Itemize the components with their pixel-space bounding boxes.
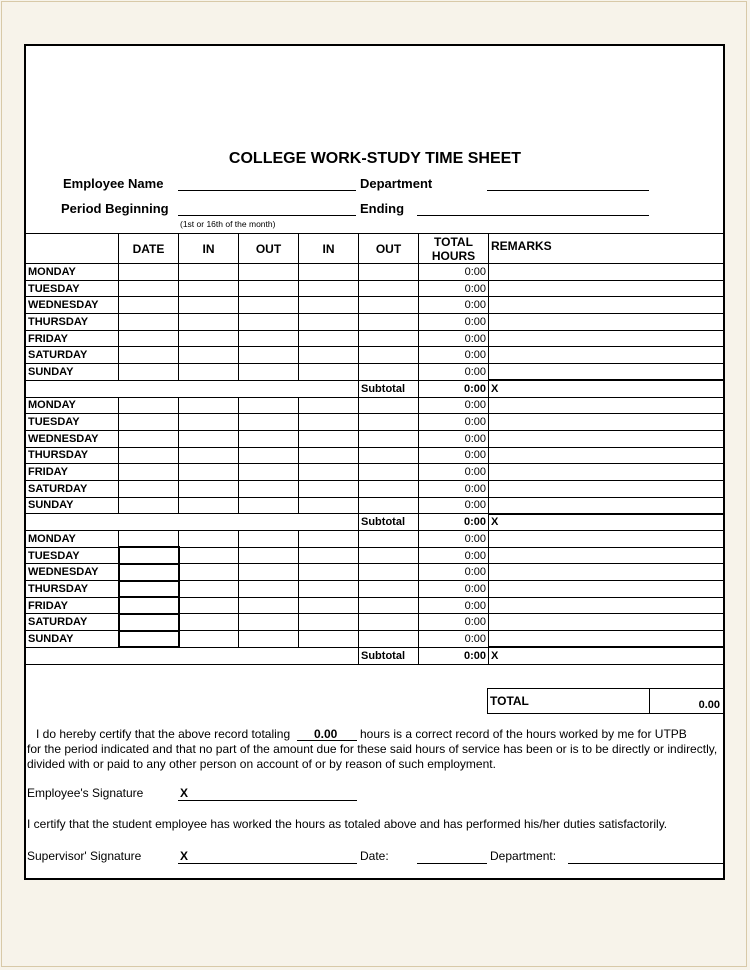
row-total-hours: 0:00	[419, 414, 489, 431]
day-label: SATURDAY	[26, 347, 119, 364]
table-row	[26, 480, 725, 497]
table-row	[26, 631, 725, 648]
subtotal-row	[26, 380, 725, 397]
subtotal-x-mark: X	[489, 380, 725, 397]
day-label: SATURDAY	[26, 480, 119, 497]
time-cell[interactable]	[299, 531, 359, 548]
time-cell[interactable]	[179, 397, 239, 414]
remarks-cell[interactable]	[489, 597, 725, 614]
row-total-hours: 0:00	[419, 264, 489, 281]
table-row	[26, 564, 725, 581]
time-cell[interactable]	[119, 414, 179, 431]
ending-label: Ending	[360, 201, 405, 216]
period-hint: (1st or 16th of the month)	[180, 219, 276, 229]
time-cell[interactable]	[179, 364, 239, 381]
employee-name-field[interactable]	[178, 190, 356, 191]
time-cell[interactable]	[179, 464, 239, 481]
time-cell[interactable]	[359, 547, 419, 564]
remarks-cell[interactable]	[489, 280, 725, 297]
time-cell[interactable]	[239, 280, 299, 297]
table-row	[26, 581, 725, 598]
remarks-cell[interactable]	[489, 397, 725, 414]
remarks-cell[interactable]	[489, 614, 725, 631]
supervisor-signature-x: X	[180, 849, 189, 863]
time-cell[interactable]	[239, 430, 299, 447]
time-cell[interactable]	[359, 264, 419, 281]
period-beginning-field[interactable]	[178, 215, 356, 216]
remarks-cell[interactable]	[489, 547, 725, 564]
employee-signature-label: Employee's Signature	[27, 786, 144, 800]
subtotal-value: 0:00	[419, 380, 489, 397]
time-cell[interactable]	[239, 547, 299, 564]
remarks-cell[interactable]	[489, 264, 725, 281]
time-cell[interactable]	[179, 531, 239, 548]
time-cell[interactable]	[299, 430, 359, 447]
time-cell[interactable]	[239, 631, 299, 648]
remarks-cell[interactable]	[489, 414, 725, 431]
time-cell[interactable]	[359, 314, 419, 331]
table-row	[26, 397, 725, 414]
certify-total-value: 0.00	[314, 727, 338, 741]
time-cell[interactable]	[179, 430, 239, 447]
table-row	[26, 497, 725, 514]
time-cell[interactable]	[119, 314, 179, 331]
row-total-hours: 0:00	[419, 364, 489, 381]
time-cell[interactable]	[179, 597, 239, 614]
time-cell[interactable]	[179, 330, 239, 347]
certify-line1-pre: I do hereby certify that the above record totaling	[36, 727, 291, 741]
remarks-cell[interactable]	[489, 430, 725, 447]
supervisor-statement: I certify that the student employee has worked the hours as totaled above and has performed his/her duties satisfactorily.	[27, 817, 668, 831]
time-cell[interactable]	[299, 614, 359, 631]
table-row	[26, 414, 725, 431]
table-row	[26, 330, 725, 347]
time-cell[interactable]	[359, 581, 419, 598]
department-label: Department	[360, 176, 433, 191]
supervisor-signature-label: Supervisor' Signature	[27, 849, 142, 863]
time-cell[interactable]	[359, 447, 419, 464]
row-total-hours: 0:00	[419, 531, 489, 548]
day-label: THURSDAY	[26, 314, 119, 331]
subtotal-value: 0:00	[419, 514, 489, 531]
table-row	[26, 531, 725, 548]
day-label: MONDAY	[26, 264, 119, 281]
row-total-hours: 0:00	[419, 430, 489, 447]
time-cell[interactable]	[179, 480, 239, 497]
day-label: WEDNESDAY	[26, 430, 119, 447]
department-signoff-field[interactable]	[568, 863, 724, 864]
row-total-hours: 0:00	[419, 614, 489, 631]
time-cell[interactable]	[119, 480, 179, 497]
day-label: WEDNESDAY	[26, 564, 119, 581]
table-row	[26, 547, 725, 564]
remarks-cell[interactable]	[489, 314, 725, 331]
time-cell[interactable]	[299, 480, 359, 497]
remarks-cell[interactable]	[489, 531, 725, 548]
day-label: FRIDAY	[26, 597, 119, 614]
employee-name-label: Employee Name	[63, 176, 164, 191]
header-out: OUT	[239, 234, 299, 264]
table-row	[26, 464, 725, 481]
time-cell[interactable]	[359, 430, 419, 447]
time-cell[interactable]	[359, 280, 419, 297]
time-cell[interactable]	[239, 614, 299, 631]
remarks-cell[interactable]	[489, 464, 725, 481]
supervisor-signature-field[interactable]	[178, 863, 357, 864]
time-cell[interactable]	[359, 480, 419, 497]
time-cell[interactable]	[119, 330, 179, 347]
time-cell[interactable]	[239, 397, 299, 414]
row-total-hours: 0:00	[419, 497, 489, 514]
table-header-row	[26, 234, 725, 264]
remarks-cell[interactable]	[489, 347, 725, 364]
time-cell[interactable]	[359, 297, 419, 314]
ending-field[interactable]	[417, 215, 649, 216]
time-cell[interactable]	[179, 631, 239, 648]
time-cell[interactable]	[299, 547, 359, 564]
row-total-hours: 0:00	[419, 581, 489, 598]
day-label: TUESDAY	[26, 547, 119, 564]
time-cell[interactable]	[119, 547, 179, 564]
time-cell[interactable]	[359, 330, 419, 347]
time-cell[interactable]	[119, 297, 179, 314]
row-total-hours: 0:00	[419, 464, 489, 481]
row-total-hours: 0:00	[419, 564, 489, 581]
remarks-cell[interactable]	[489, 364, 725, 381]
time-cell[interactable]	[299, 347, 359, 364]
employee-signature-field[interactable]	[178, 800, 357, 801]
row-total-hours: 0:00	[419, 631, 489, 648]
subtotal-label: Subtotal	[359, 514, 419, 531]
time-cell[interactable]	[239, 531, 299, 548]
remarks-cell[interactable]	[489, 564, 725, 581]
row-total-hours: 0:00	[419, 297, 489, 314]
table-row	[26, 264, 725, 281]
time-cell[interactable]	[119, 347, 179, 364]
time-cell[interactable]	[119, 614, 179, 631]
time-cell[interactable]	[179, 347, 239, 364]
time-cell[interactable]	[359, 631, 419, 648]
time-cell[interactable]	[239, 264, 299, 281]
row-total-hours: 0:00	[419, 397, 489, 414]
time-cell[interactable]	[299, 314, 359, 331]
time-cell[interactable]	[119, 264, 179, 281]
remarks-cell[interactable]	[489, 297, 725, 314]
time-cell[interactable]	[239, 497, 299, 514]
time-cell[interactable]	[119, 364, 179, 381]
row-total-hours: 0:00	[419, 480, 489, 497]
row-total-hours: 0:00	[419, 547, 489, 564]
day-label: TUESDAY	[26, 280, 119, 297]
subtotal-row	[26, 647, 725, 664]
time-cell[interactable]	[299, 364, 359, 381]
time-cell[interactable]	[179, 297, 239, 314]
time-cell[interactable]	[299, 264, 359, 281]
total-value: 0.00	[698, 699, 720, 711]
period-beginning-label: Period Beginning	[61, 201, 169, 216]
time-cell[interactable]	[359, 464, 419, 481]
time-cell[interactable]	[359, 347, 419, 364]
day-label: SUNDAY	[26, 364, 119, 381]
remarks-cell[interactable]	[489, 330, 725, 347]
time-cell[interactable]	[299, 280, 359, 297]
time-cell[interactable]	[119, 531, 179, 548]
day-label: MONDAY	[26, 397, 119, 414]
header-in: IN	[179, 234, 239, 264]
time-cell[interactable]	[179, 314, 239, 331]
time-cell[interactable]	[359, 364, 419, 381]
time-cell[interactable]	[119, 280, 179, 297]
time-cell[interactable]	[119, 397, 179, 414]
time-cell[interactable]	[179, 547, 239, 564]
time-cell[interactable]	[299, 464, 359, 481]
subtotal-label: Subtotal	[359, 647, 419, 664]
day-label: THURSDAY	[26, 581, 119, 598]
time-cell[interactable]	[299, 631, 359, 648]
time-cell[interactable]	[359, 614, 419, 631]
time-cell[interactable]	[239, 330, 299, 347]
time-cell[interactable]	[359, 597, 419, 614]
time-cell[interactable]	[239, 297, 299, 314]
time-cell[interactable]	[299, 581, 359, 598]
subtotal-x-mark: X	[489, 514, 725, 531]
subtotal-blank	[26, 647, 359, 664]
time-cell[interactable]	[239, 581, 299, 598]
row-total-hours: 0:00	[419, 314, 489, 331]
time-cell[interactable]	[179, 280, 239, 297]
day-label: THURSDAY	[26, 447, 119, 464]
time-cell[interactable]	[299, 297, 359, 314]
header-remarks: REMARKS	[489, 234, 725, 264]
time-cell[interactable]	[119, 430, 179, 447]
subtotal-label: Subtotal	[359, 380, 419, 397]
remarks-cell[interactable]	[489, 447, 725, 464]
header-in: IN	[299, 234, 359, 264]
time-cell[interactable]	[239, 314, 299, 331]
subtotal-blank	[26, 514, 359, 531]
time-cell[interactable]	[299, 447, 359, 464]
time-cell[interactable]	[179, 614, 239, 631]
time-cell[interactable]	[299, 330, 359, 347]
table-row	[26, 364, 725, 381]
time-cell[interactable]	[359, 564, 419, 581]
time-cell[interactable]	[299, 497, 359, 514]
time-cell[interactable]	[179, 264, 239, 281]
header-blank	[26, 234, 119, 264]
date-field[interactable]	[417, 863, 487, 864]
time-cell[interactable]	[239, 464, 299, 481]
row-total-hours: 0:00	[419, 280, 489, 297]
time-cell[interactable]	[299, 564, 359, 581]
remarks-cell[interactable]	[489, 497, 725, 514]
time-cell[interactable]	[299, 414, 359, 431]
day-label: FRIDAY	[26, 464, 119, 481]
time-cell[interactable]	[119, 631, 179, 648]
time-cell[interactable]	[119, 497, 179, 514]
table-row	[26, 280, 725, 297]
time-cell[interactable]	[239, 564, 299, 581]
table-row	[26, 597, 725, 614]
header-date: DATE	[119, 234, 179, 264]
total-label: TOTAL	[490, 694, 529, 708]
time-cell[interactable]	[239, 597, 299, 614]
row-total-hours: 0:00	[419, 597, 489, 614]
row-total-hours: 0:00	[419, 347, 489, 364]
header-out: OUT	[359, 234, 419, 264]
time-cell[interactable]	[299, 597, 359, 614]
time-cell[interactable]	[239, 480, 299, 497]
row-total-hours: 0:00	[419, 330, 489, 347]
table-row	[26, 297, 725, 314]
day-label: WEDNESDAY	[26, 297, 119, 314]
certify-line1-post: hours is a correct record of the hours worked by me for UTPB	[360, 727, 687, 741]
row-total-hours: 0:00	[419, 447, 489, 464]
time-cell[interactable]	[179, 564, 239, 581]
day-label: SUNDAY	[26, 631, 119, 648]
time-cell[interactable]	[359, 497, 419, 514]
day-label: MONDAY	[26, 531, 119, 548]
day-label: SATURDAY	[26, 614, 119, 631]
time-cell[interactable]	[119, 581, 179, 598]
header-total-line2: HOURS	[431, 248, 476, 263]
sheet-title: COLLEGE WORK-STUDY TIME SHEET	[228, 150, 522, 167]
table-row	[26, 347, 725, 364]
time-cell[interactable]	[179, 414, 239, 431]
time-cell[interactable]	[239, 347, 299, 364]
time-cell[interactable]	[239, 447, 299, 464]
time-cell[interactable]	[119, 597, 179, 614]
day-label: SUNDAY	[26, 497, 119, 514]
department-field[interactable]	[487, 190, 649, 191]
time-cell[interactable]	[359, 397, 419, 414]
department-signoff-label: Department:	[490, 849, 557, 863]
time-cell[interactable]	[359, 531, 419, 548]
time-cell[interactable]	[119, 464, 179, 481]
time-cell[interactable]	[179, 581, 239, 598]
grand-total-box	[487, 688, 724, 714]
time-cell[interactable]	[299, 397, 359, 414]
remarks-cell[interactable]	[489, 480, 725, 497]
subtotal-row	[26, 514, 725, 531]
table-row	[26, 614, 725, 631]
header-total-hours	[419, 234, 489, 264]
table-row	[26, 314, 725, 331]
table-row	[26, 447, 725, 464]
time-cell[interactable]	[119, 564, 179, 581]
day-label: FRIDAY	[26, 330, 119, 347]
day-label: TUESDAY	[26, 414, 119, 431]
time-cell[interactable]	[179, 447, 239, 464]
subtotal-x-mark: X	[489, 647, 725, 664]
header-total-line1: TOTAL	[434, 234, 473, 249]
time-cell[interactable]	[239, 414, 299, 431]
time-cell[interactable]	[179, 497, 239, 514]
employee-signature-x: X	[180, 786, 189, 800]
certify-line2: for the period indicated and that no part of the amount due for these said hours of service has been or is to be directly or indirectly,	[27, 742, 718, 756]
remarks-cell[interactable]	[489, 581, 725, 598]
subtotal-blank	[26, 380, 359, 397]
subtotal-value: 0:00	[419, 647, 489, 664]
date-label: Date:	[360, 849, 389, 863]
time-cell[interactable]	[359, 414, 419, 431]
certify-line3: divided with or paid to any other person on account of or by reason of such employment.	[27, 757, 496, 771]
table-row	[26, 430, 725, 447]
time-cell[interactable]	[119, 447, 179, 464]
remarks-cell[interactable]	[489, 631, 725, 648]
time-cell[interactable]	[239, 364, 299, 381]
hours-table	[25, 233, 725, 665]
